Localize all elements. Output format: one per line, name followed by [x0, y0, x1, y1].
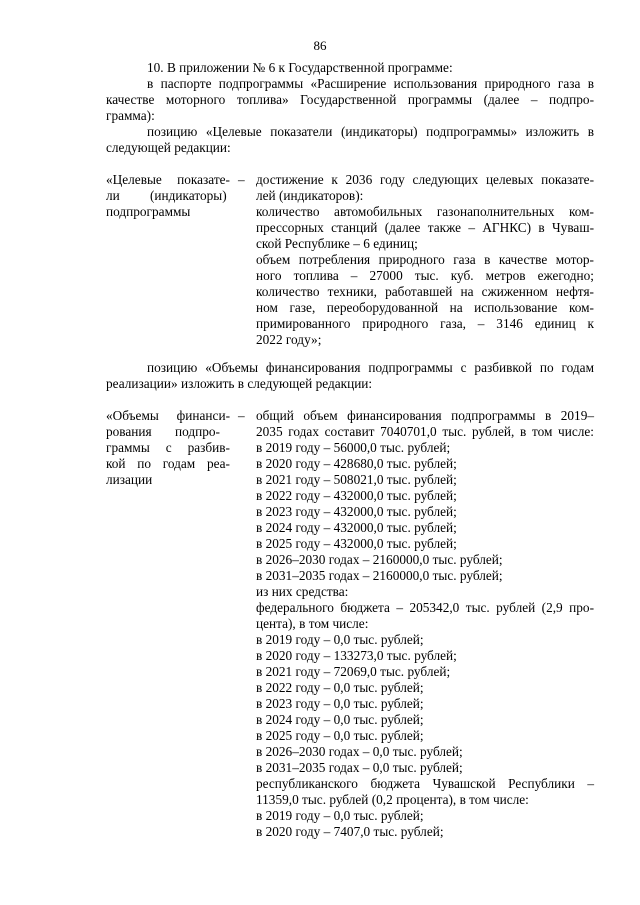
- content-line: в 2026–2030 годах – 0,0 тыс. рублей;: [256, 744, 463, 759]
- intro-line-2: в паспорте подпрограммы «Расширение использования природного газа в: [147, 76, 594, 91]
- content-line: в 2022 году – 432000,0 тыс. рублей;: [256, 488, 457, 503]
- content-line: в 2021 году – 508021,0 тыс. рублей;: [256, 472, 457, 487]
- financing-label-line-2a: рования: [106, 424, 152, 439]
- content-line: в 2025 году – 0,0 тыс. рублей;: [256, 728, 424, 743]
- content-line: в 2019 году – 56000,0 тыс. рублей;: [256, 440, 451, 455]
- content-line: в 2024 году – 432000,0 тыс. рублей;: [256, 520, 457, 535]
- content-line: 2035 годах составит 7040701,0 тыс. рублей, в том числе:: [256, 424, 594, 439]
- financing-dash: –: [238, 408, 245, 423]
- content-line: в 2019 году – 0,0 тыс. рублей;: [256, 808, 424, 823]
- content-line: в 2031–2035 годах – 0,0 тыс. рублей;: [256, 760, 463, 775]
- content-line: лей (индикаторов):: [256, 188, 364, 203]
- content-line: в 2023 году – 0,0 тыс. рублей;: [256, 696, 424, 711]
- content-line: 11359,0 тыс. рублей (0,2 процента), в том числе:: [256, 792, 529, 807]
- page-number: 86: [313, 38, 327, 53]
- content-line: цента), в том числе:: [256, 616, 369, 631]
- content-line: в 2020 году – 133273,0 тыс. рублей;: [256, 648, 457, 663]
- content-line: объем потребления природного газа в качестве мотор-: [256, 252, 594, 267]
- content-line: в 2031–2035 годах – 2160000,0 тыс. рублей;: [256, 568, 503, 583]
- intro-line-6: следующей редакции:: [106, 140, 231, 155]
- targets-label-line-2a: ли: [106, 188, 120, 203]
- content-line: ской Республике – 6 единиц;: [256, 236, 418, 251]
- content-line: прессорных станций (далее также – АГНКС) в Чуваш-: [256, 220, 594, 235]
- financing-intro-line-1: позицию «Объемы финансирования подпрограммы с разбивкой по годам: [147, 360, 594, 375]
- content-line: в 2020 году – 428680,0 тыс. рублей;: [256, 456, 457, 471]
- targets-label-line-3: подпрограммы: [106, 204, 191, 219]
- financing-label-line-3: граммы с разбив-: [106, 440, 230, 455]
- financing-intro-line-2: реализации» изложить в следующей редакции:: [106, 376, 373, 391]
- content-line: в 2019 году – 0,0 тыс. рублей;: [256, 632, 424, 647]
- financing-label-line-1: «Объемы финанси-: [106, 408, 230, 423]
- content-line: в 2021 году – 72069,0 тыс. рублей;: [256, 664, 451, 679]
- intro-line-4: грамма):: [106, 108, 155, 123]
- content-line: в 2022 году – 0,0 тыс. рублей;: [256, 680, 424, 695]
- intro-line-3: качестве моторного топлива» Государственной программы (далее – подпро-: [106, 92, 594, 107]
- financing-label-line-4: кой по годам реа-: [106, 456, 230, 471]
- content-line: в 2026–2030 годах – 2160000,0 тыс. рублей;: [256, 552, 503, 567]
- content-line: общий объем финансирования подпрограммы в 2019–: [256, 408, 594, 423]
- content-line: в 2020 году – 7407,0 тыс. рублей;: [256, 824, 444, 839]
- targets-label-line-1: «Целевые показате-: [106, 172, 230, 187]
- intro-line-5: позицию «Целевые показатели (индикаторы) подпрограммы» изложить в: [147, 124, 594, 139]
- content-line: из них средства:: [256, 584, 349, 599]
- content-line: в 2024 году – 0,0 тыс. рублей;: [256, 712, 424, 727]
- intro-line-1: 10. В приложении № 6 к Государственной программе:: [147, 60, 453, 75]
- content-line: достижение к 2036 году следующих целевых показате-: [256, 172, 594, 187]
- targets-dash: –: [238, 172, 245, 187]
- content-line: федерального бюджета – 205342,0 тыс. рублей (2,9 про-: [256, 600, 594, 615]
- content-line: в 2023 году – 432000,0 тыс. рублей;: [256, 504, 457, 519]
- content-line: количество автомобильных газонаполнительных ком-: [256, 204, 594, 219]
- content-line: ного топлива – 27000 тыс. куб. метров ежегодно;: [256, 268, 594, 283]
- financing-label-line-2b: подпро-: [175, 424, 220, 439]
- financing-label-line-5: лизации: [106, 472, 153, 487]
- content-line: 2022 году»;: [256, 332, 322, 347]
- targets-label-line-2b: (индикаторы): [150, 188, 227, 203]
- content-line: количество техники, работавшей на сжиженном нефтя-: [256, 284, 594, 299]
- content-line: республиканского бюджета Чувашской Республики –: [256, 776, 594, 791]
- content-line: в 2025 году – 432000,0 тыс. рублей;: [256, 536, 457, 551]
- content-line: примированного природного газа, – 3146 единиц к: [256, 316, 594, 331]
- content-line: ном газе, переоборудованной на использование ком-: [256, 300, 594, 315]
